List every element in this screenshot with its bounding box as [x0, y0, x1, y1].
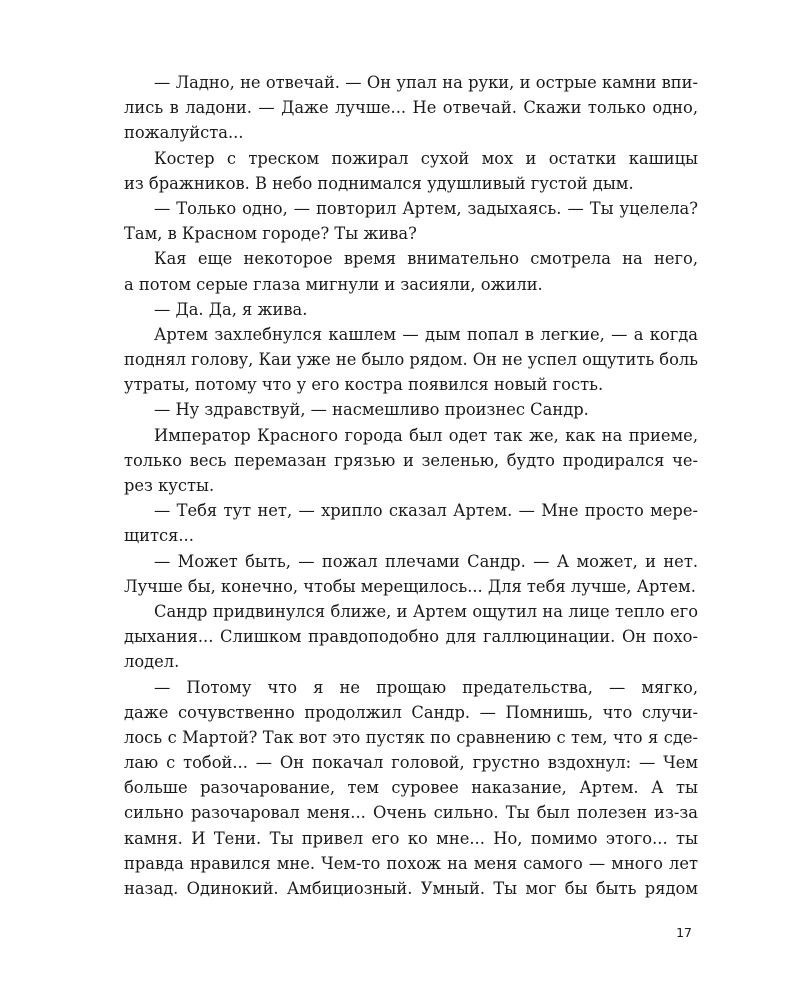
text-line: больше разочарование, тем суровее наказание, Артем. А ты — [124, 778, 698, 798]
body-text — [124, 70, 698, 901]
text-line: Лучше бы, конечно, чтобы мерещилось... Для тебя лучше, Артем. — [124, 576, 696, 596]
text-line: поднял голову, Каи уже не было рядом. Он не успел ощутить боль — [124, 350, 698, 370]
text-line: лаю с тобой... — Он покачал головой, грустно вздохнул: — Чем — [124, 753, 698, 773]
text-line: — Тебя тут нет, — хрипло сказал Артем. — Мне просто мере- — [154, 501, 698, 521]
text-line: лись в ладони. — Даже лучше... Не отвечай. Скажи только одно, — [124, 98, 698, 118]
text-line: — Может быть, — пожал плечами Сандр. — А может, и нет. — [154, 551, 698, 571]
text-line: только весь перемазан грязью и зеленью, будто продирался че- — [124, 450, 698, 470]
text-line: щится... — [124, 526, 194, 546]
text-line: утраты, потому что у его костра появился новый гость. — [124, 375, 604, 395]
text-line: Сандр придвинулся ближе, и Артем ощутил на лице тепло его — [154, 601, 698, 621]
text-line: — Ну здравствуй, — насмешливо произнес Сандр. — [154, 400, 589, 420]
text-line: назад. Одинокий. Амбициозный. Умный. Ты мог бы быть рядом — [124, 879, 698, 898]
text-line: Артем захлебнулся кашлем — дым попал в легкие, — а когда — [154, 324, 698, 344]
text-line: лось с Мартой? Так вот это пустяк по сравнению с тем, что я сде- — [124, 727, 698, 747]
text-line: даже сочувственно продолжил Сандр. — Помнишь, что случи- — [124, 702, 698, 722]
text-line: сильно разочаровал меня... Очень сильно. Ты был полезен из-за — [124, 803, 698, 823]
text-line: Там, в Красном городе? Ты жива? — [124, 224, 417, 244]
text-line: Кая еще некоторое время внимательно смотрела на него, — [154, 249, 698, 269]
text-line: — Да. Да, я жива. — [154, 299, 308, 319]
text-line: из бражников. В небо поднимался удушливый густой дым. — [124, 173, 634, 193]
text-line: — Потому что я не прощаю предательства, — мягко, — [154, 677, 698, 697]
text-line: камня. И Тени. Ты привел его ко мне... Но, помимо этого... ты — [124, 828, 698, 848]
page-number: 17 — [676, 925, 692, 940]
text-line: правда нравился мне. Чем-то похож на меня самого — много лет — [124, 853, 698, 873]
text-line: рез кусты. — [124, 476, 215, 495]
text-line: Костер с треском пожирал сухой мох и остатки кашицы — [154, 148, 698, 168]
text-line: пожалуйста... — [124, 123, 244, 143]
text-line: а потом серые глаза мигнули и засияли, ожили. — [124, 274, 543, 294]
text-line: — Ладно, не отвечай. — Он упал на руки, и острые камни впи- — [154, 73, 698, 92]
text-line: Император Красного города был одет так же, как на приеме, — [154, 425, 698, 445]
text-line: лодел. — [124, 652, 180, 672]
text-line: — Только одно, — повторил Артем, задыхаясь. — Ты уцелела? — [154, 198, 698, 218]
text-line: дыхания... Слишком правдоподобно для галлюцинации. Он похо- — [124, 627, 698, 647]
